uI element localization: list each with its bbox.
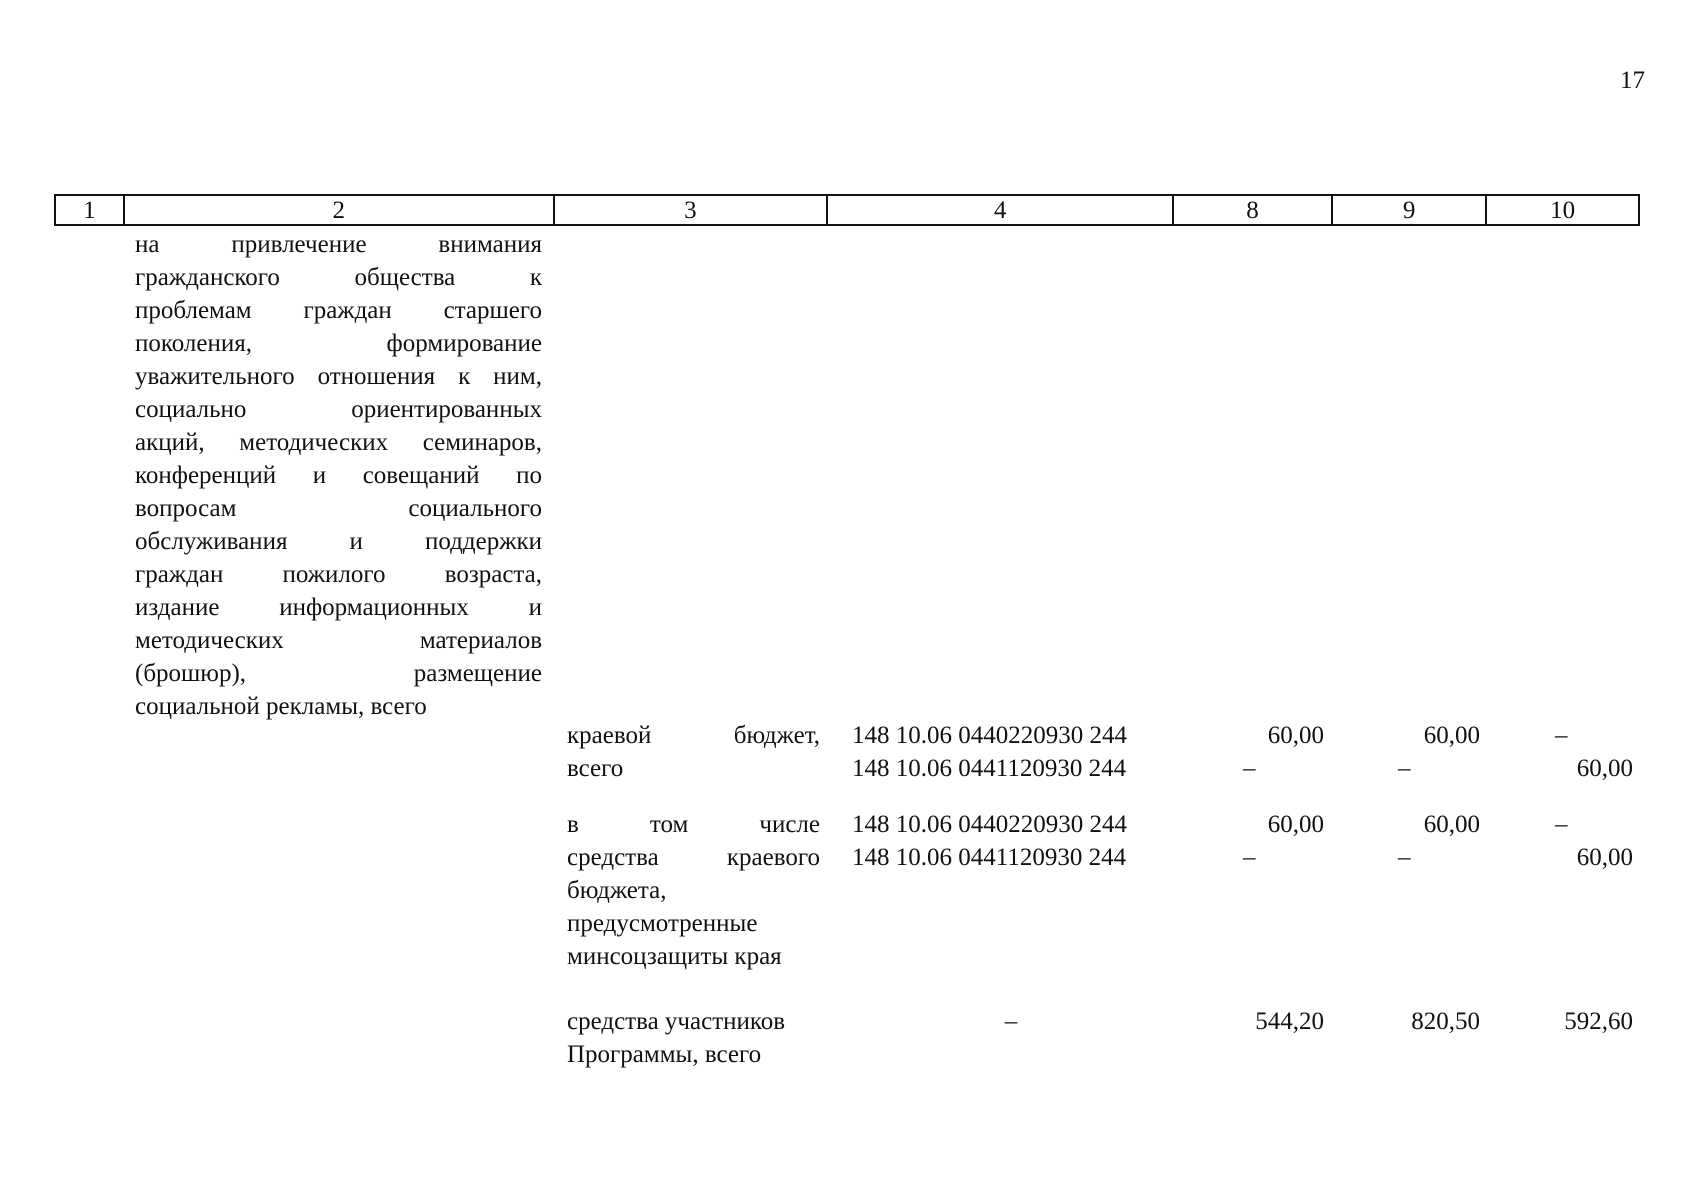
participants-col8-value: 544,20 bbox=[1255, 1008, 1324, 1035]
including-col9-value: 60,00 bbox=[1423, 811, 1480, 838]
label-line: средства участников bbox=[567, 1008, 786, 1035]
participants-code bbox=[852, 1005, 1170, 1038]
label-line: всего bbox=[567, 755, 624, 782]
header-col-8: 8 bbox=[1174, 196, 1333, 224]
description-line: конференций и совещаний по bbox=[135, 462, 542, 489]
regional-col10-value: – bbox=[1555, 722, 1568, 749]
description-line: на привлечение внимания bbox=[135, 231, 542, 258]
header-col-2: 2 bbox=[125, 196, 555, 224]
including-label bbox=[567, 808, 820, 973]
table-header-row bbox=[54, 194, 1640, 226]
budget-code: 148 10.06 0441120930 244 bbox=[852, 755, 1127, 782]
description-line: поколения, формирование bbox=[135, 330, 542, 357]
header-col-1: 1 bbox=[56, 196, 125, 224]
including-col10-value: – bbox=[1555, 811, 1568, 838]
budget-code: – bbox=[1004, 1008, 1018, 1035]
participants-col9-value: 820,50 bbox=[1411, 1008, 1480, 1035]
description-line: уважительного отношения к ним, bbox=[135, 363, 542, 390]
label-line: средства краевого bbox=[567, 844, 820, 871]
header-col-4: 4 bbox=[828, 196, 1174, 224]
activity-description bbox=[135, 228, 542, 723]
description-line: (брошюр), размещение bbox=[135, 660, 542, 687]
page-number: 17 bbox=[1620, 67, 1645, 94]
label-line: Программы, всего bbox=[567, 1041, 762, 1068]
participants-col10-value: 592,60 bbox=[1564, 1008, 1633, 1035]
label-line: минсоцзащиты края bbox=[567, 943, 782, 970]
regional-col9-value: 60,00 bbox=[1423, 722, 1480, 749]
regional-col8-value: 60,00 bbox=[1267, 722, 1324, 749]
label-line: краевой бюджет, bbox=[567, 722, 820, 749]
description-line: акций, методических семинаров, bbox=[135, 429, 542, 456]
including-codes bbox=[852, 808, 1170, 874]
regional-col10-value: 60,00 bbox=[1576, 755, 1633, 782]
description-line: социальной рекламы, всего bbox=[135, 693, 427, 720]
regional-budget-label bbox=[567, 719, 820, 785]
header-col-9: 9 bbox=[1333, 196, 1488, 224]
including-col9-value: – bbox=[1398, 844, 1411, 871]
including-col10-value: 60,00 bbox=[1576, 844, 1633, 871]
regional-col9-value: – bbox=[1398, 755, 1411, 782]
label-line: предусмотренные bbox=[567, 910, 758, 937]
regional-col8-value: – bbox=[1243, 755, 1256, 782]
description-line: граждан пожилого возраста, bbox=[135, 561, 542, 588]
label-line: бюджета, bbox=[567, 877, 667, 904]
description-line: обслуживания и поддержки bbox=[135, 528, 542, 555]
description-line: проблемам граждан старшего bbox=[135, 297, 542, 324]
regional-budget-codes bbox=[852, 719, 1170, 785]
description-line: вопросам социального bbox=[135, 495, 542, 522]
including-col8-value: – bbox=[1243, 844, 1256, 871]
budget-code: 148 10.06 0440220930 244 bbox=[852, 811, 1127, 838]
budget-code: 148 10.06 0441120930 244 bbox=[852, 844, 1127, 871]
budget-code: 148 10.06 0440220930 244 bbox=[852, 722, 1127, 749]
including-col8-value: 60,00 bbox=[1267, 811, 1324, 838]
description-line: социально ориентированных bbox=[135, 396, 542, 423]
description-line: издание информационных и bbox=[135, 594, 542, 621]
description-line: гражданского общества к bbox=[135, 264, 542, 291]
header-col-3: 3 bbox=[555, 196, 828, 224]
description-line: методических материалов bbox=[135, 627, 542, 654]
label-line: в том числе bbox=[567, 811, 820, 838]
participants-label bbox=[567, 1005, 820, 1071]
header-col-10: 10 bbox=[1550, 197, 1576, 224]
